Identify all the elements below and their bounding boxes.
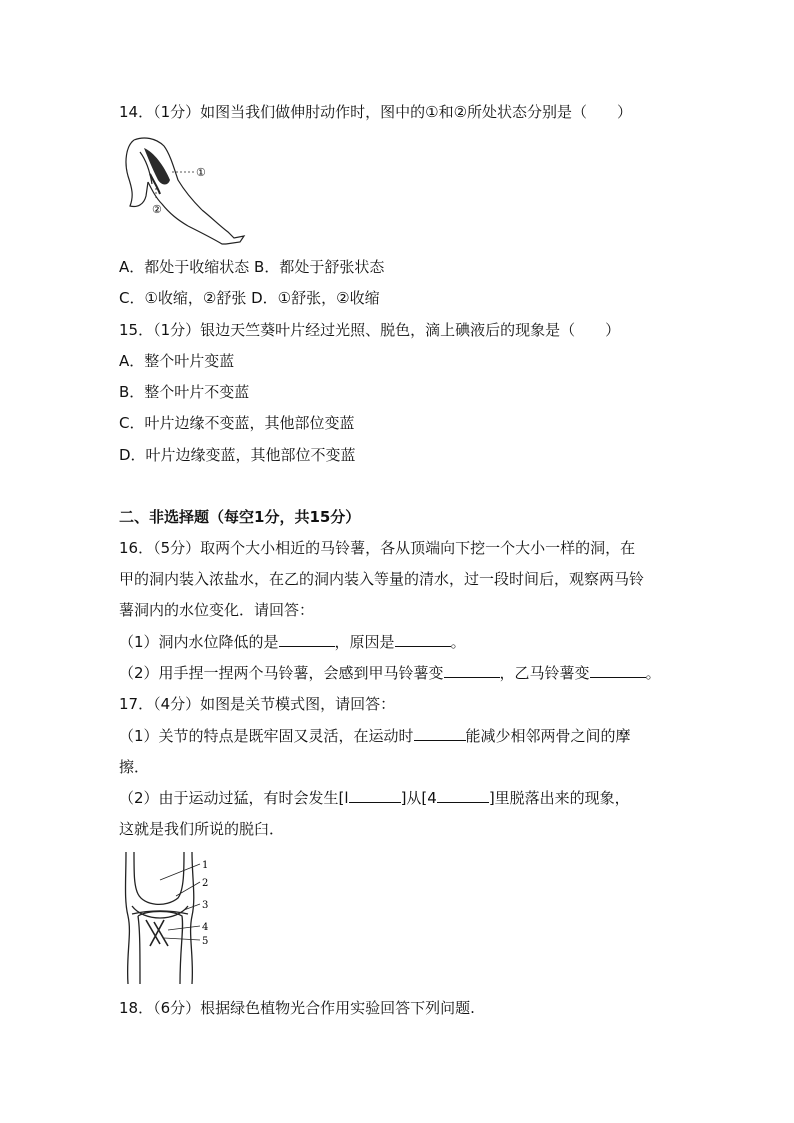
q14-stem: 14．（1分）如图当我们做伸肘动作时，图中的①和②所处状态分别是（ ） (119, 103, 633, 121)
answer-blank[interactable] (437, 788, 489, 803)
answer-blank[interactable] (349, 788, 401, 803)
joint-label-4: 4 (202, 922, 209, 933)
joint-label-5: 5 (202, 936, 209, 947)
arm-label-2: ② (152, 203, 162, 216)
section-title: 二、非选择题（每空1分，共15分） (119, 508, 361, 526)
arm-figure (120, 134, 260, 252)
q15-option-c: C．叶片边缘不变蓝，其他部位变蓝 (119, 414, 355, 432)
arm-label-1: ① (196, 166, 206, 179)
q17-sub2: （2）由于运动过猛，有时会发生[l ]从[4 ]里脱落出来的现象， (119, 789, 630, 807)
answer-blank[interactable] (395, 632, 451, 647)
q16-sub1: （1）洞内水位降低的是 ，原因是 。 (119, 633, 466, 651)
answer-blank[interactable] (444, 663, 500, 678)
joint-figure (120, 850, 214, 986)
answer-blank[interactable] (279, 632, 335, 647)
q17-sub1: （1）关节的特点是既牢固又灵活，在运动时 能减少相邻两骨之间的摩 (119, 727, 631, 745)
q16-line1: 16．（5分）取两个大小相近的马铃薯，各从顶端向下挖一个大小一样的洞，在 (119, 539, 636, 557)
answer-blank[interactable] (414, 726, 466, 741)
q15-option-a: A．整个叶片变蓝 (119, 352, 235, 370)
q14-option-cd: C．①收缩，②舒张 D．①舒张，②收缩 (119, 289, 380, 307)
q16-sub2: （2）用手捏一捏两个马铃薯，会感到甲马铃薯变 ，乙马铃薯变 。 (119, 664, 661, 682)
q17-sub2-cont: 这就是我们所说的脱臼． (119, 820, 285, 838)
q14-option-ab: A．都处于收缩状态 B．都处于舒张状态 (119, 258, 385, 276)
answer-blank[interactable] (590, 663, 646, 678)
q17-stem: 17．（4分）如图是关节模式图，请回答： (119, 695, 396, 713)
q16-line3: 薯洞内的水位变化．请回答： (119, 601, 315, 619)
joint-label-2: 2 (202, 878, 209, 889)
q15-option-b: B．整个叶片不变蓝 (119, 383, 250, 401)
joint-label-1: 1 (202, 860, 209, 871)
q15-stem: 15．（1分）银边天竺葵叶片经过光照、脱色，滴上碘液后的现象是（ ） (119, 321, 621, 339)
q18-stem: 18．（6分）根据绿色植物光合作用实验回答下列问题. (119, 999, 475, 1017)
q15-option-d: D．叶片边缘变蓝，其他部位不变蓝 (119, 446, 356, 464)
q16-line2: 甲的洞内装入浓盐水，在乙的洞内装入等量的清水，过一段时间后，观察两马铃 (119, 570, 645, 588)
q17-sub1-cont: 擦． (119, 758, 150, 776)
joint-label-3: 3 (202, 900, 209, 911)
